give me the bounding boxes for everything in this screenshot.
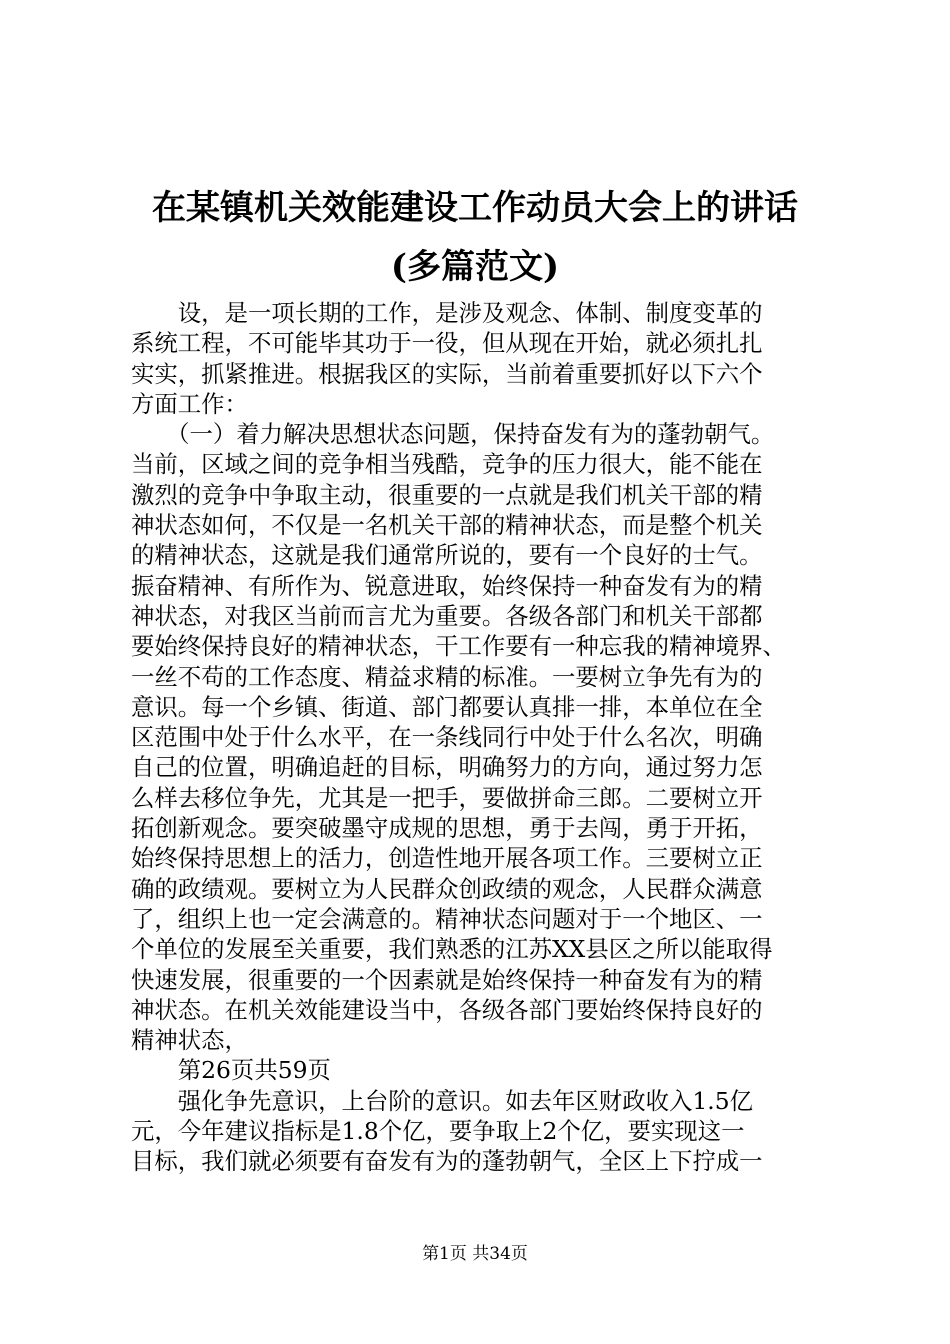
document-title-line-1: 在某镇机关效能建设工作动员大会上的讲话 xyxy=(152,188,798,228)
body-line: 快速发展，很重要的一个因素就是始终保持一种奋发有为的精 xyxy=(131,965,763,994)
body-line: 第26页共59页 xyxy=(131,1056,331,1085)
body-line: 神状态。在机关效能建设当中，各级各部门要始终保持良好的 xyxy=(131,995,763,1024)
body-line: 元，今年建议指标是1.8个亿，要争取上2个亿，要实现这一 xyxy=(131,1117,745,1146)
body-line: （一）着力解决思想状态问题，保持奋发有为的蓬勃朝气。 xyxy=(131,420,775,449)
body-line: 强化争先意识，上台阶的意识。如去年区财政收入1.5亿 xyxy=(131,1086,753,1115)
document-title-line-2: (多篇范文) xyxy=(390,247,560,287)
body-line: 振奋精神、有所作为、锐意进取，始终保持一种奋发有为的精 xyxy=(131,571,763,600)
page-footer: 第1页 共34页 xyxy=(422,1244,528,1264)
body-line: 区范围中处于什么水平，在一条线同行中处于什么名次，明确 xyxy=(131,723,763,752)
body-line: 精神状态， xyxy=(131,1026,248,1055)
document-body xyxy=(131,298,831,1177)
body-line: 当前，区域之间的竞争相当残酷，竞争的压力很大，能不能在 xyxy=(131,450,763,479)
body-line: 拓创新观念。要突破墨守成规的思想，勇于去闯，勇于开拓， xyxy=(131,814,763,843)
body-line: 设，是一项长期的工作，是涉及观念、体制、制度变革的 xyxy=(131,299,763,327)
body-line: 激烈的竞争中争取主动，很重要的一点就是我们机关干部的精 xyxy=(131,480,763,509)
body-line: 一丝不苟的工作态度、精益求精的标准。一要树立争先有为的 xyxy=(131,662,763,691)
body-line: 了，组织上也一定会满意的。精神状态问题对于一个地区、一 xyxy=(131,904,763,933)
body-line: 神状态如何，不仅是一名机关干部的精神状态，而是整个机关 xyxy=(131,511,763,540)
body-line: 意识。每一个乡镇、街道、部门都要认真排一排，本单位在全 xyxy=(131,692,763,721)
body-line: 始终保持思想上的活力，创造性地开展各项工作。三要树立正 xyxy=(131,844,763,873)
body-line: 么样去移位争先，尤其是一把手，要做拼命三郎。二要树立开 xyxy=(131,783,763,812)
body-line: 系统工程，不可能毕其功于一役，但从现在开始，就必须扎扎 xyxy=(131,329,763,358)
body-line: 个单位的发展至关重要，我们熟悉的江苏XX县区之所以能取得 xyxy=(131,935,773,964)
body-line: 要始终保持良好的精神状态，干工作要有一种忘我的精神境界、 xyxy=(131,632,786,661)
body-line: 目标，我们就必须要有奋发有为的蓬勃朝气，全区上下拧成一 xyxy=(131,1147,763,1176)
body-line: 自己的位置，明确追赶的目标，明确努力的方向，通过努力怎 xyxy=(131,753,763,782)
body-line: 神状态，对我区当前而言尤为重要。各级各部门和机关干部都 xyxy=(131,601,763,630)
body-line: 确的政绩观。要树立为人民群众创政绩的观念，人民群众满意 xyxy=(131,874,763,903)
body-line: 实实，抓紧推进。根据我区的实际，当前着重要抓好以下六个 xyxy=(131,359,763,388)
body-line: 方面工作： xyxy=(131,389,248,418)
body-line: 的精神状态，这就是我们通常所说的，要有一个良好的士气。 xyxy=(131,541,763,570)
